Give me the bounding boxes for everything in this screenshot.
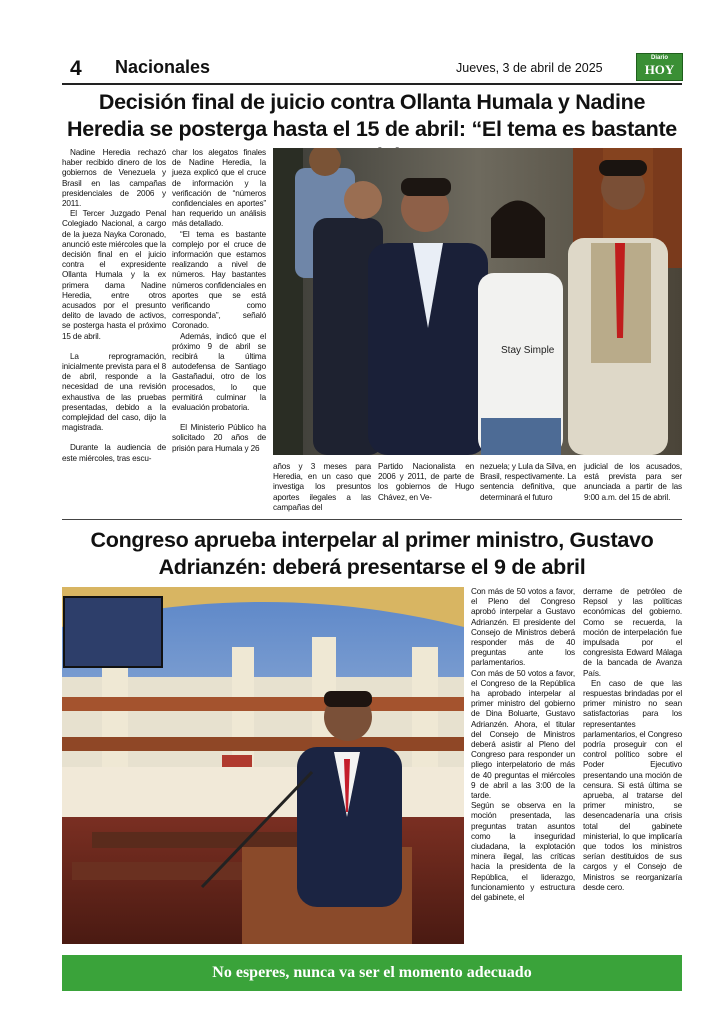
shirt-text: Stay Simple: [501, 345, 555, 356]
article-1-paragraph: El Ministerio Público ha solicitado 20 años de prisión para Humala y 26: [172, 423, 266, 453]
article-2-paragraph: derrame de petróleo de Repsol y las políticas económicas del gobierno. Como se recuerda, la moción de interpelación fue impulsada por el congresista Edward Málaga de la bancada de Avanza País.: [583, 587, 682, 678]
article-1-paragraph: La reprogramación, inicialmente prevista para el 8 de abril, responde a la necesidad de una revisión exhaustiva de las pruebas presentadas, debido a la complejidad del caso, dijo la magistrada.: [62, 351, 166, 433]
article-1-photo: [273, 148, 682, 455]
logo-top-text: Diario: [650, 55, 668, 61]
article-1-paragraph: Durante la audiencia de este miércoles, tras escu-: [62, 443, 166, 463]
article-1-column-5: [480, 462, 576, 503]
page-number: 4: [70, 57, 82, 80]
article-2-paragraph: Con más de 50 votos a favor, el Congreso de la República ha aprobado interpelar al primer ministro del gobierno de Dina Boluarte, Gustavo Adrianzén. Ahora, el titular del Consejo de Ministros deberá asistir al Pleno del Congreso para responder un pliego interpelatorio de más de 40 preguntas el miércoles 9 de abril a las 3:00 de la tarde.: [471, 668, 575, 801]
article-1-column-1: [62, 148, 166, 464]
section-title: Nacionales: [115, 57, 211, 77]
article-divider: [62, 519, 682, 520]
article-1-paragraph: char los alegatos finales de Nadine Heredia, la jueza explicó que el cruce de información y la verificación de “números confidenciales en aportes” han requerido un análisis más detallado.: [172, 148, 266, 229]
bottom-banner: No esperes, nunca va ser el momento adecuado: [62, 955, 682, 991]
article-2-paragraph: Según se observa en la moción presentada, las preguntas tratan asuntos como la inseguridad ciudadana, la explotación minera ilegal, las críticas hacia la presidenta de la República, el liderazgo, funcionamiento y estructura del gabinete, el: [471, 801, 575, 903]
article-1-column-4: [378, 462, 474, 503]
article-1-paragraph: Además, indicó que el próximo 9 de abril se recibirá la última autodefensa de Santiago Gastañadui, otro de los procesados, lo que permitirá culminar la evaluación probatoria.: [172, 331, 266, 413]
header-rule: [62, 83, 682, 85]
article-2-paragraph: Con más de 50 votos a favor, el Pleno del Congreso aprobó interpelar a Gustavo Adrianzén. El presidente del Consejo de Ministros deberá responder más de 40 preguntas ante los parlamentarios.: [471, 587, 575, 668]
article-1-paragraph: años y 3 meses para Heredia, en un caso que investiga los presuntos aportes ilegales a las campañas del: [273, 462, 371, 512]
article-1-column-2: [172, 148, 266, 454]
article-1-paragraph: judicial de los acusados, está prevista para ser anunciada a partir de las 9:00 a.m. del 15 de abril.: [584, 462, 682, 502]
issue-date: Jueves, 3 de abril de 2025: [456, 61, 603, 75]
article-2-photo: [62, 587, 464, 944]
article-2-column-2: [583, 587, 682, 893]
article-2-headline: Congreso aprueba interpelar al primer ministro, Gustavo Adrianzén: deberá presentarse el 9 de abril: [90, 528, 654, 579]
article-1-paragraph: Nadine Heredia rechazó haber recibido dinero de los gobiernos de Venezuela y Brasil en las campañas presidenciales de 2006 y 2011.: [62, 148, 166, 209]
court-exit-photo: [273, 148, 682, 455]
article-1-paragraph: Partido Nacionalista en 2006 y 2011, de parte de los gobiernos de Hugo Chávez, en Ve-: [378, 462, 474, 502]
article-2-column-1: [471, 587, 575, 903]
article-1-paragraph: nezuela; y Lula da Silva, en Brasil, respectivamente. La sentencia definitiva, que determinará el futuro: [480, 462, 576, 502]
congress-chamber-photo: [62, 587, 464, 944]
article-1-column-3: [273, 462, 371, 513]
article-2-paragraph: En caso de que las respuestas brindadas por el primer ministro no sean satisfactorias para los representantes parlamentarios, el Congreso podría proseguir con el control político sobre el Poder Ejecutivo presentando una moción de censura. Si está última se aprueba, al tratarse del primer ministro, se desencadenaría una crisis total del gabinete ministerial, lo que implicaría que todos los ministros serían destituidos de sus cargos y el Consejo de Ministros se reorganizaría desde cero.: [583, 678, 682, 892]
article-1-headline: Decisión final de juicio contra Ollanta Humala y Nadine Heredia se posterga hasta el 15 de abril: “El tema es bastante: [67, 90, 677, 141]
article-1-paragraph: El Tercer Juzgado Penal Colegiado Nacional, a cargo de la jueza Nayka Coronado, anunció este miércoles que la decisión final en el juicio contra el expresidente Ollanta Humala y la ex primera dama Nadine Heredia, entre otros acusados por el presunto delito de lavado de activos, se posterga hasta el próximo 15 de abril.: [62, 209, 166, 341]
newspaper-logo: [636, 53, 683, 81]
logo-main-text: HOY: [644, 62, 675, 77]
article-1-column-6: [584, 462, 682, 503]
article-1-paragraph: “El tema es bastante complejo por el cruce de información que estamos realizando a nivel de números. Hay bastantes números confidenciales en aportes que se está verificando como corresponda”, señaló Coronado.: [172, 229, 266, 331]
